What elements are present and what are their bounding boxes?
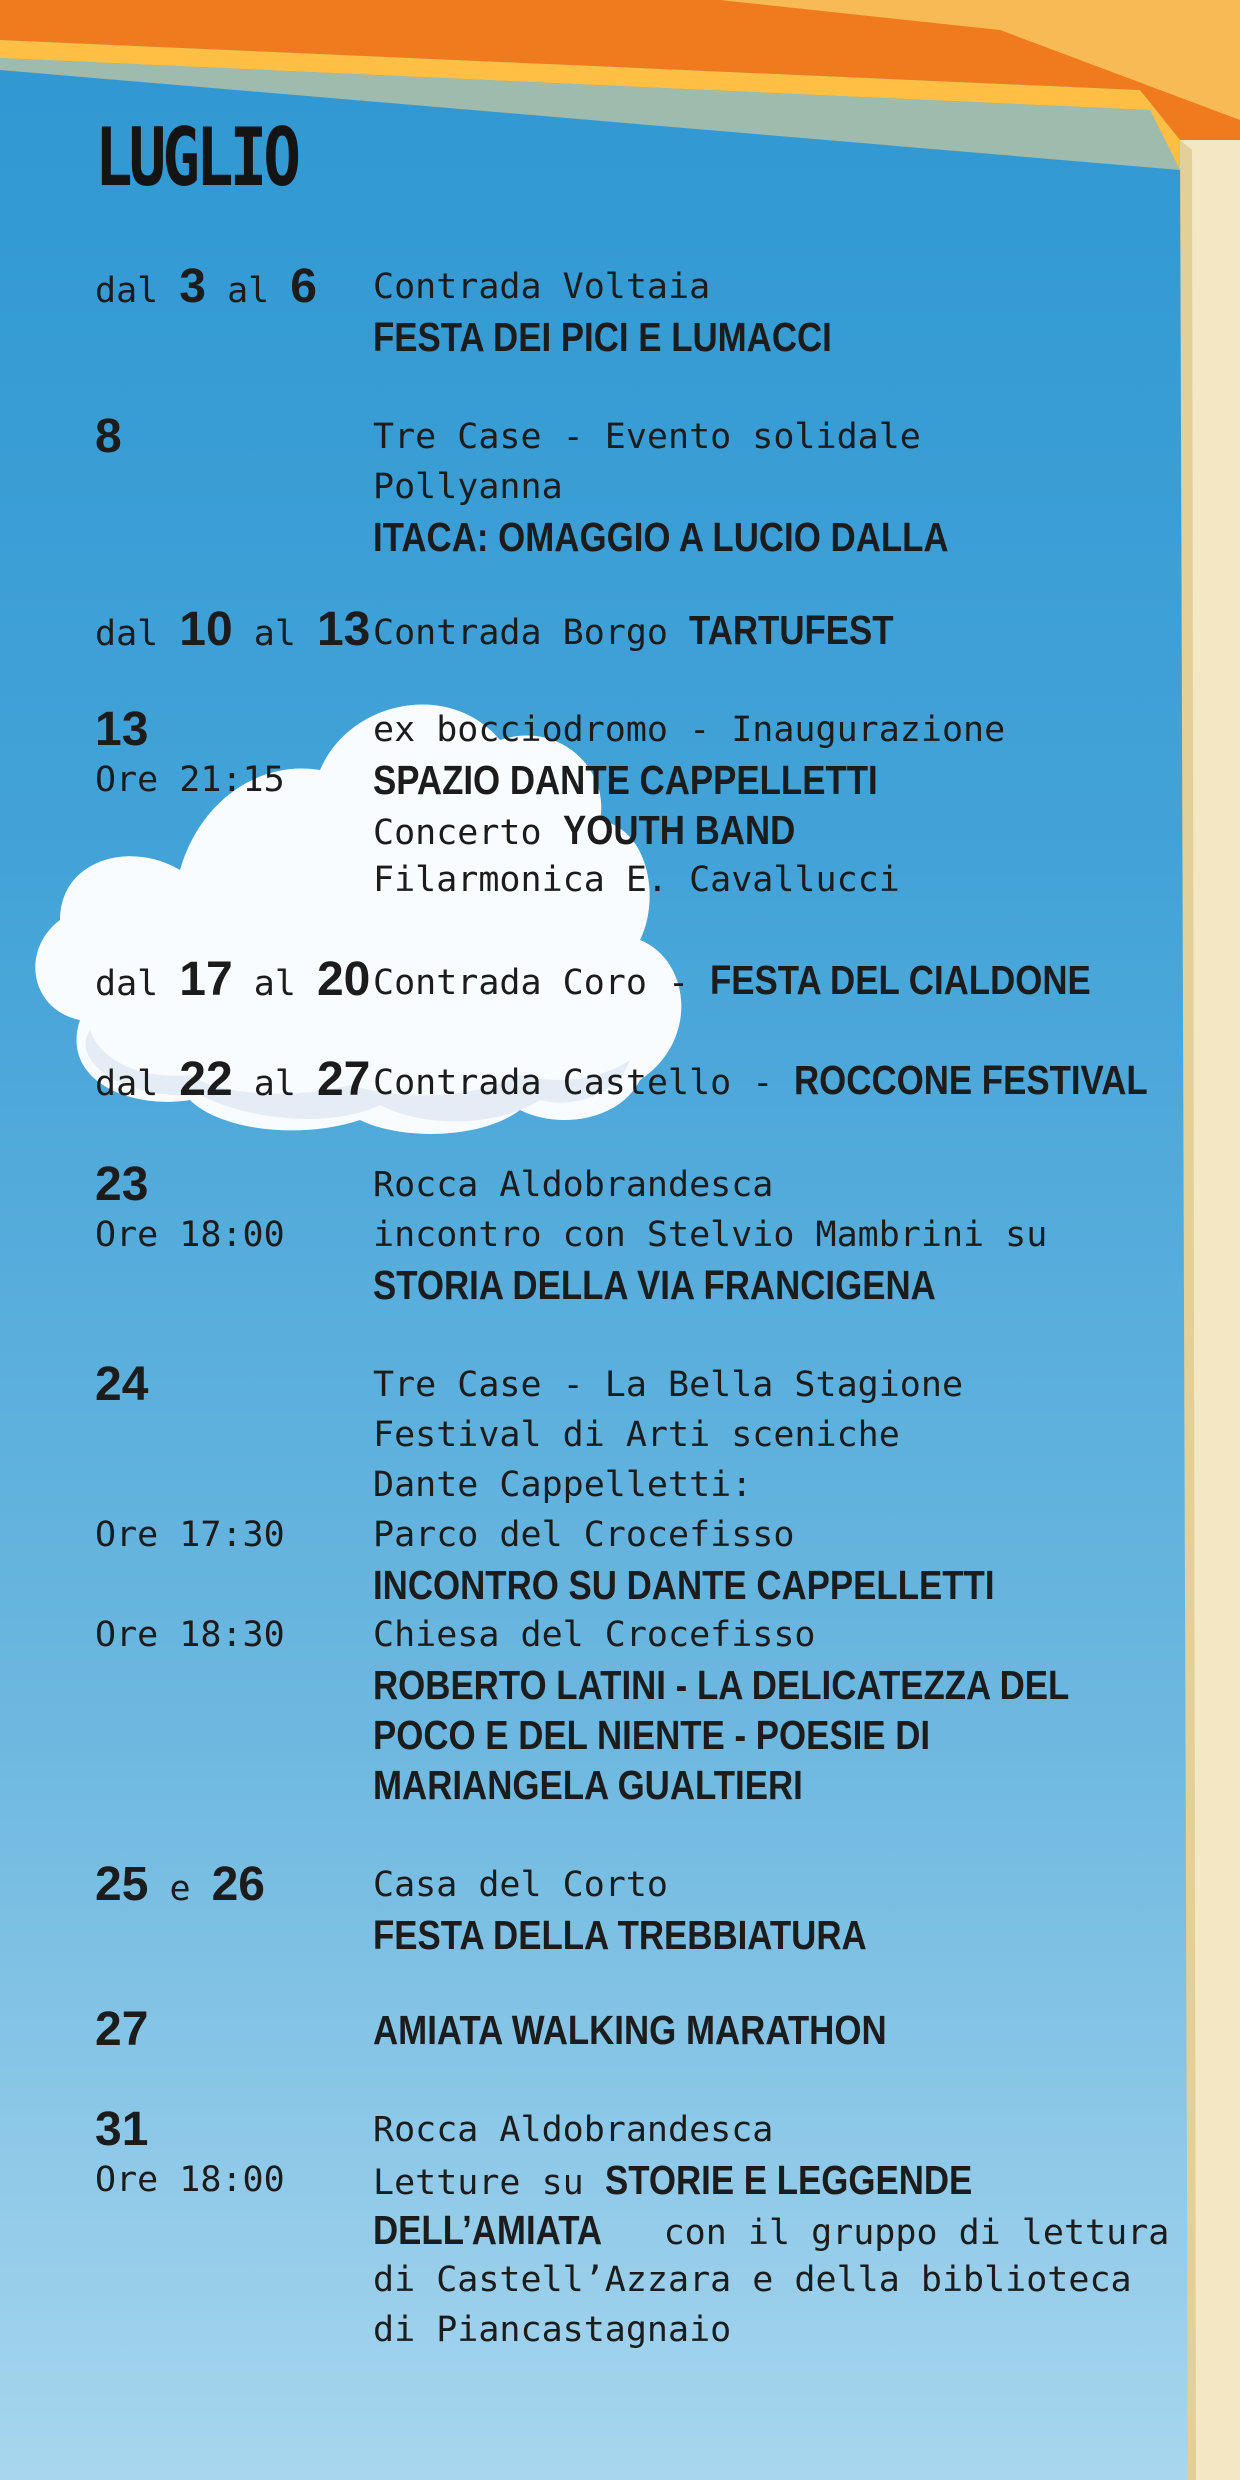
event-line: [373, 1560, 1213, 1610]
event-text: Contrada Borgo: [373, 613, 690, 653]
event-time: Ore 18:00: [95, 2160, 285, 2200]
date-row: [95, 605, 370, 655]
event-line: [373, 805, 1213, 855]
event-date: [95, 605, 370, 655]
event-text: Letture su: [373, 2163, 605, 2203]
event-text: Tre Case - Evento solidale: [373, 417, 921, 457]
date-connector: al: [206, 271, 291, 311]
event-text: Rocca Aldobrandesca: [373, 2110, 774, 2150]
event-highlight: INCONTRO SU DANTE CAPPELLETTI: [373, 1562, 995, 1608]
event-line: [373, 1260, 1213, 1310]
event-time: Ore 21:15: [95, 760, 285, 800]
event-date: [95, 955, 370, 1005]
event-date: [95, 262, 317, 312]
event-text: Festival di Arti sceniche: [373, 1415, 900, 1455]
date-day-start: 10: [179, 603, 233, 656]
date-day-start: 17: [179, 953, 233, 1006]
event-info: [373, 705, 1213, 905]
event-line: [373, 1410, 1213, 1460]
date-day-end: 13: [316, 603, 371, 656]
event-info: [373, 1360, 1213, 1810]
event-time: Ore 17:30: [95, 1515, 285, 1555]
event-line: [373, 1460, 1213, 1510]
event-line: [373, 1860, 1213, 1910]
date-row: [95, 1860, 265, 1910]
date-prefix: dal: [95, 614, 180, 654]
event-date: [95, 1860, 265, 1910]
date-row: [95, 705, 285, 755]
event-date: [95, 705, 285, 805]
event-line: [373, 2205, 1213, 2255]
event-text: ex bocciodromo - Inaugurazione: [373, 710, 1006, 750]
event-line: [373, 1660, 1213, 1710]
event-text: Chiesa del Crocefisso: [373, 1615, 816, 1655]
month-title: LUGLIO: [95, 111, 298, 204]
event-highlight: POCO E DEL NIENTE - POESIE DI: [373, 1712, 931, 1758]
event-line: [373, 1160, 1213, 1210]
event-text: Filarmonica E. Cavallucci: [373, 860, 900, 900]
event-line: [373, 1210, 1213, 1260]
date-day-start: 22: [179, 1053, 233, 1106]
event-time: Ore 18:30: [95, 1615, 285, 1655]
event-date: [95, 412, 122, 462]
event-text: Contrada Coro -: [373, 963, 711, 1003]
event-line: [373, 605, 1213, 655]
event-text: Concerto: [373, 813, 563, 853]
event-info: [373, 1860, 1213, 1960]
event-line: [373, 1055, 1213, 1105]
event-highlight: SPAZIO DANTE CAPPELLETTI: [373, 757, 878, 803]
event-highlight: ROBERTO LATINI - LA DELICATEZZA DEL: [373, 1662, 1070, 1708]
event-highlight: FESTA DEL CIALDONE: [710, 957, 1091, 1003]
event-line: [373, 1510, 1213, 1560]
date-day-start: 24: [95, 1358, 149, 1411]
event-text: Casa del Corto: [373, 1865, 669, 1905]
event-highlight: YOUTH BAND: [562, 807, 795, 853]
date-connector: al: [232, 614, 317, 654]
date-row: [95, 2105, 285, 2155]
event-info: [373, 1055, 1213, 1105]
event-line: [373, 462, 1213, 512]
event-line: [373, 705, 1213, 755]
event-text: Parco del Crocefisso: [373, 1515, 795, 1555]
event-info: [373, 2005, 1213, 2055]
date-day-start: 3: [179, 260, 206, 313]
event-highlight: MARIANGELA GUALTIERI: [373, 1762, 803, 1808]
event-highlight: AMIATA WALKING MARATHON: [373, 2007, 887, 2053]
date-day-start: 31: [95, 2103, 149, 2156]
event-date: [95, 1055, 370, 1105]
date-day-start: 8: [95, 410, 122, 463]
event-text: Pollyanna: [373, 467, 563, 507]
event-info: [373, 955, 1213, 1005]
event-date: [95, 1360, 148, 1410]
event-text: con il gruppo di lettura: [642, 2213, 1170, 2253]
date-day-end: 27: [316, 1053, 371, 1106]
event-info: [373, 605, 1213, 655]
event-line: [373, 2005, 1213, 2055]
date-prefix: dal: [95, 1064, 180, 1104]
event-line: [373, 2255, 1213, 2305]
date-connector: al: [232, 964, 317, 1004]
event-line: [373, 1360, 1213, 1410]
date-day-start: 13: [95, 703, 149, 756]
event-highlight: FESTA DELLA TREBBIATURA: [373, 1912, 867, 1958]
event-info: [373, 262, 1213, 362]
date-day-end: 20: [316, 953, 371, 1006]
event-text: incontro con Stelvio Mambrini su: [373, 1215, 1048, 1255]
event-info: [373, 2105, 1213, 2355]
event-date: [95, 2105, 285, 2205]
date-day-end: 6: [290, 260, 317, 313]
event-highlight: DELL’AMIATA: [373, 2207, 603, 2253]
event-date: [95, 2005, 148, 2055]
event-text: di Piancastagnaio: [373, 2310, 732, 2350]
event-text: di Castell’Azzara e della biblioteca: [373, 2260, 1132, 2300]
date-row: [95, 2005, 148, 2055]
date-day-start: 25: [95, 1858, 149, 1911]
date-row: [95, 262, 317, 312]
event-text: Tre Case - La Bella Stagione: [373, 1365, 964, 1405]
event-info: [373, 1160, 1213, 1310]
event-text: Rocca Aldobrandesca: [373, 1165, 774, 1205]
event-time: Ore 18:00: [95, 1215, 285, 1255]
event-line: [373, 1710, 1213, 1760]
event-text: Contrada Castello -: [373, 1063, 795, 1103]
event-line: [373, 262, 1213, 312]
date-connector: al: [232, 1064, 317, 1104]
event-line: [373, 512, 1213, 562]
event-highlight: STORIE E LEGGENDE: [604, 2157, 973, 2203]
event-line: [373, 2155, 1213, 2205]
event-text: Contrada Voltaia: [373, 267, 711, 307]
event-line: [373, 955, 1213, 1005]
date-prefix: dal: [95, 271, 180, 311]
event-line: [373, 2305, 1213, 2355]
event-date: [95, 1160, 285, 1260]
event-highlight: ITACA: OMAGGIO A LUCIO DALLA: [373, 514, 949, 560]
date-connector: e: [148, 1869, 212, 1909]
date-day-start: 23: [95, 1158, 149, 1211]
event-line: [373, 855, 1213, 905]
event-text: Dante Cappelletti:: [373, 1465, 753, 1505]
event-line: [373, 2105, 1213, 2155]
event-line: [373, 312, 1213, 362]
event-highlight: TARTUFEST: [689, 607, 894, 653]
date-row: [95, 1055, 370, 1105]
date-row: [95, 412, 122, 462]
event-highlight: FESTA DEI PICI E LUMACCI: [373, 314, 832, 360]
event-line: [373, 755, 1213, 805]
event-line: [373, 1910, 1213, 1960]
event-line: [373, 1610, 1213, 1660]
date-day-start: 27: [95, 2003, 149, 2056]
event-highlight: STORIA DELLA VIA FRANCIGENA: [373, 1262, 936, 1308]
date-row: [95, 1360, 148, 1410]
event-info: [373, 412, 1213, 562]
event-highlight: ROCCONE FESTIVAL: [794, 1057, 1149, 1103]
event-line: [373, 1760, 1213, 1810]
date-prefix: dal: [95, 964, 180, 1004]
date-row: [95, 1160, 285, 1210]
date-row: [95, 955, 370, 1005]
event-line: [373, 412, 1213, 462]
date-day-end: 26: [211, 1858, 265, 1911]
